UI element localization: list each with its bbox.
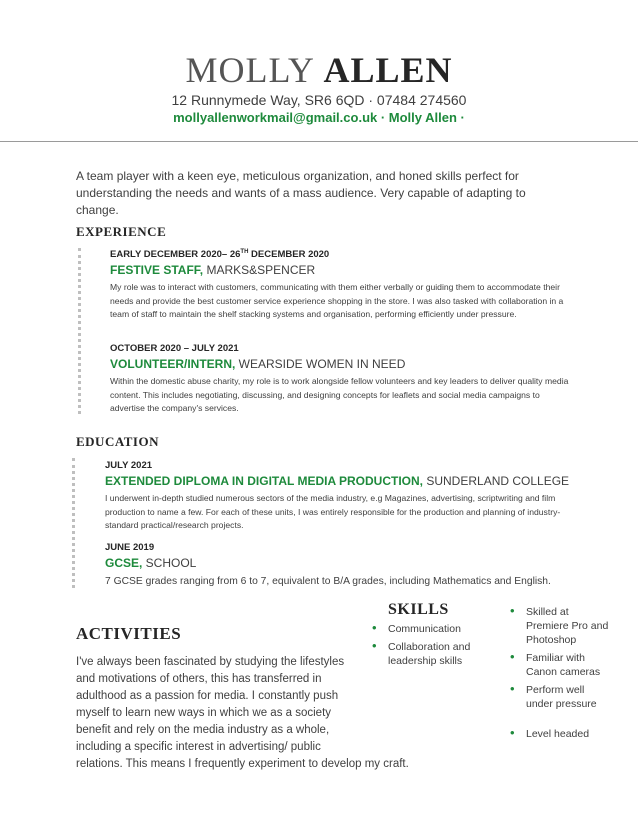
experience-dotted-line [78, 248, 81, 414]
skills-list-right-last [508, 727, 614, 745]
skill-item: • Familiar with Canon cameras [508, 651, 614, 679]
education-item [105, 542, 585, 589]
address-phone: 12 Runnymede Way, SR6 6QD · 07484 274560 [171, 92, 467, 108]
experience-date: OCTOBER 2020 – JULY 2021 [110, 343, 239, 354]
education-dotted-line [72, 458, 75, 588]
experience-description: My role was to interact with customers, communicating with them either verbally or guiding them to accommodate their needs and provide the best customer service experience shopping in the store. I was also tasked with collaboration in a team of staff to maintain the shelf stacking systems and organisation, performing efficiently under pressure. [110, 282, 564, 320]
education-qualification [105, 474, 575, 488]
qualification-title: EXTENDED DIPLOMA IN DIGITAL MEDIA PRODUCTION, [105, 474, 424, 488]
contact-line[interactable]: mollyallenworkmail@gmail.co.uk · Molly Allen · [173, 110, 465, 125]
skills-list-left [370, 622, 482, 672]
skill-item: • Level headed [508, 727, 614, 741]
employer: WEARSIDE WOMEN IN NEED [235, 357, 406, 371]
education-description: I underwent in-depth studied numerous sectors of the media industry, e.g Magazines, advertising, scriptwriting and film production to name a few. For each of these units, I was entirely responsible for the production and planning of industry-standard practical/research projects. [105, 493, 561, 530]
skill-item: • Skilled at Premiere Pro and Photoshop [508, 605, 614, 647]
experience-description: Within the domestic abuse charity, my role is to work alongside fellow volunteers and key leaders to deliver quality media content. This includes negotiating, discussing, and designing concepts for leaflets and social media campaigns to advertise the company's services. [110, 376, 569, 413]
education-qualification [105, 556, 585, 570]
last-name: ALLEN [323, 50, 453, 90]
qualification-title: GCSE, [105, 556, 143, 570]
employer: MARKS&SPENCER [203, 263, 316, 278]
experience-item [110, 249, 570, 322]
skill-item: • Collaboration and leadership skills [370, 640, 482, 668]
candidate-name [0, 50, 638, 90]
header-divider [0, 141, 638, 142]
job-title: FESTIVE STAFF, [110, 263, 204, 278]
activities-heading: ACTIVITIES [76, 624, 182, 643]
activities-text: I've always been fascinated by studying the lifestyles and motivations of others, this has transferred in adulthood as a passion for media. I constantly push myself to learn new ways in which we as a society benefit and rely on the media industry as a whole, including a specific interest in advertising/ public relations. This means I frequently experiment to develop my craft. [76, 656, 409, 770]
summary: A team player with a keen eye, meticulous organization, and honed skills perfect for understanding the needs and wants of a mass audience. Very capable of adapting to change. [76, 169, 526, 217]
skill-item: • Communication [370, 622, 482, 636]
skill-item: • Perform well under pressure [508, 683, 614, 711]
education-heading: EDUCATION [76, 434, 159, 449]
first-name: MOLLY [185, 50, 314, 90]
experience-heading: EXPERIENCE [76, 224, 167, 239]
education-item [105, 460, 575, 533]
education-description: 7 GCSE grades ranging from 6 to 7, equivalent to B/A grades, including Mathematics and English. [105, 576, 551, 587]
job-title: VOLUNTEER/INTERN, [110, 357, 236, 371]
institution: SUNDERLAND COLLEGE [423, 474, 570, 488]
skills-list-right [508, 605, 614, 715]
experience-role [110, 357, 570, 371]
institution: SCHOOL [142, 556, 197, 570]
experience-role [110, 263, 570, 277]
skills-heading: SKILLS [388, 601, 449, 618]
experience-item [110, 343, 570, 416]
education-date: JUNE 2019 [105, 542, 155, 553]
education-date: JULY 2021 [105, 460, 153, 471]
experience-date: EARLY DECEMBER 2020– 26TH DECEMBER 2020 [110, 249, 330, 261]
